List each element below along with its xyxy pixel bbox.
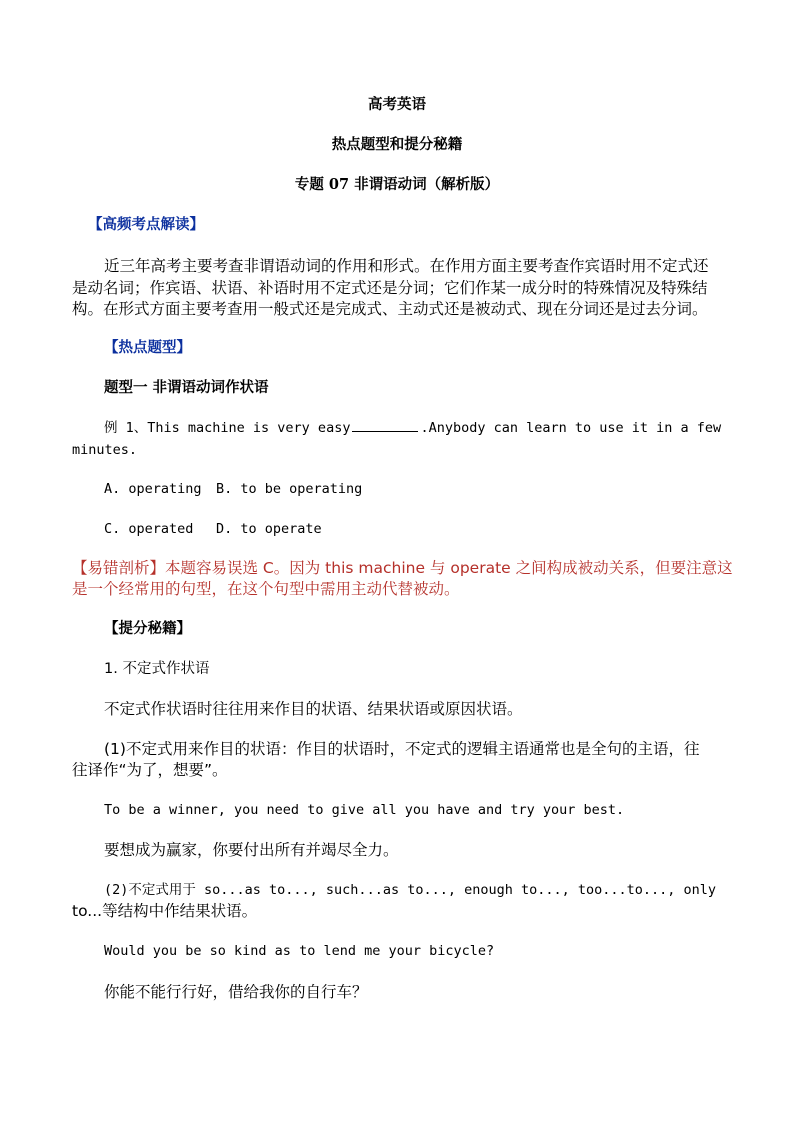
paragraph-line: 是动名词；作宾语、状语、补语时用不定式还是分词；它们作某一成分时的特殊情况及特殊结 bbox=[72, 279, 708, 297]
option-d: D. to operate bbox=[216, 521, 322, 537]
section-heading-frequent-points: 【高频考点解读】 bbox=[88, 216, 204, 233]
document-title: 高考英语 bbox=[368, 96, 426, 113]
subpoint-line: to...等结构中作结果状语。 bbox=[72, 902, 258, 920]
example-sentence-en: Would you be so kind as to lend me your bicycle? bbox=[104, 943, 495, 959]
question-type-title: 题型一 非谓语动词作状语 bbox=[104, 379, 269, 396]
error-analysis-line: 是一个经常用的句型，在这个句型中需用主动代替被动。 bbox=[72, 580, 460, 598]
document-subtitle: 热点题型和提分秘籍 bbox=[331, 136, 463, 153]
point-description: 不定式作状语时往往用来作目的状语、结果状语或原因状语。 bbox=[104, 700, 523, 718]
point-title: 1. 不定式作状语 bbox=[104, 661, 210, 677]
example-question-prefix: 例 1、This machine is very easy bbox=[104, 420, 351, 436]
subpoint-line: (2)不定式用于 so...as to..., such...as to..., enough to..., too...to..., only bbox=[104, 882, 717, 898]
example-sentence-zh: 你能不能行行好，借给我你的自行车？ bbox=[104, 983, 368, 1001]
subpoint-line: (1)不定式用来作目的状语：作目的状语时，不定式的逻辑主语通常也是全句的主语，往 bbox=[104, 740, 700, 758]
section-heading-tips: 【提分秘籍】 bbox=[104, 620, 191, 637]
example-question-suffix: .Anybody can learn to use it in a few bbox=[420, 420, 722, 436]
example-sentence-en: To be a winner, you need to give all you have and try your best. bbox=[104, 802, 625, 818]
subpoint-line: 往译作“为了，想要”。 bbox=[72, 761, 228, 779]
option-c: C. operated bbox=[104, 521, 194, 537]
option-a: A. operating bbox=[104, 481, 202, 497]
example-question bbox=[104, 418, 721, 438]
section-heading-hot-types: 【热点题型】 bbox=[104, 339, 191, 356]
error-analysis-line: 【易错剖析】本题容易误选 C。因为 this machine 与 operate 之间构成被动关系，但要注意这 bbox=[72, 559, 733, 577]
answer-blank bbox=[352, 418, 418, 432]
option-b: B. to be operating bbox=[216, 481, 363, 497]
example-sentence-zh: 要想成为赢家，你要付出所有并竭尽全力。 bbox=[104, 841, 399, 859]
topic-title: 专题 07 非谓语动词（解析版） bbox=[294, 176, 500, 193]
paragraph-line: 近三年高考主要考查非谓语动词的作用和形式。在作用方面主要考查作宾语时用不定式还 bbox=[104, 257, 709, 275]
example-question-line2: minutes. bbox=[72, 442, 138, 458]
paragraph-line: 构。在形式方面主要考查用一般式还是完成式、主动式还是被动式、现在分词还是过去分词。 bbox=[72, 300, 708, 318]
